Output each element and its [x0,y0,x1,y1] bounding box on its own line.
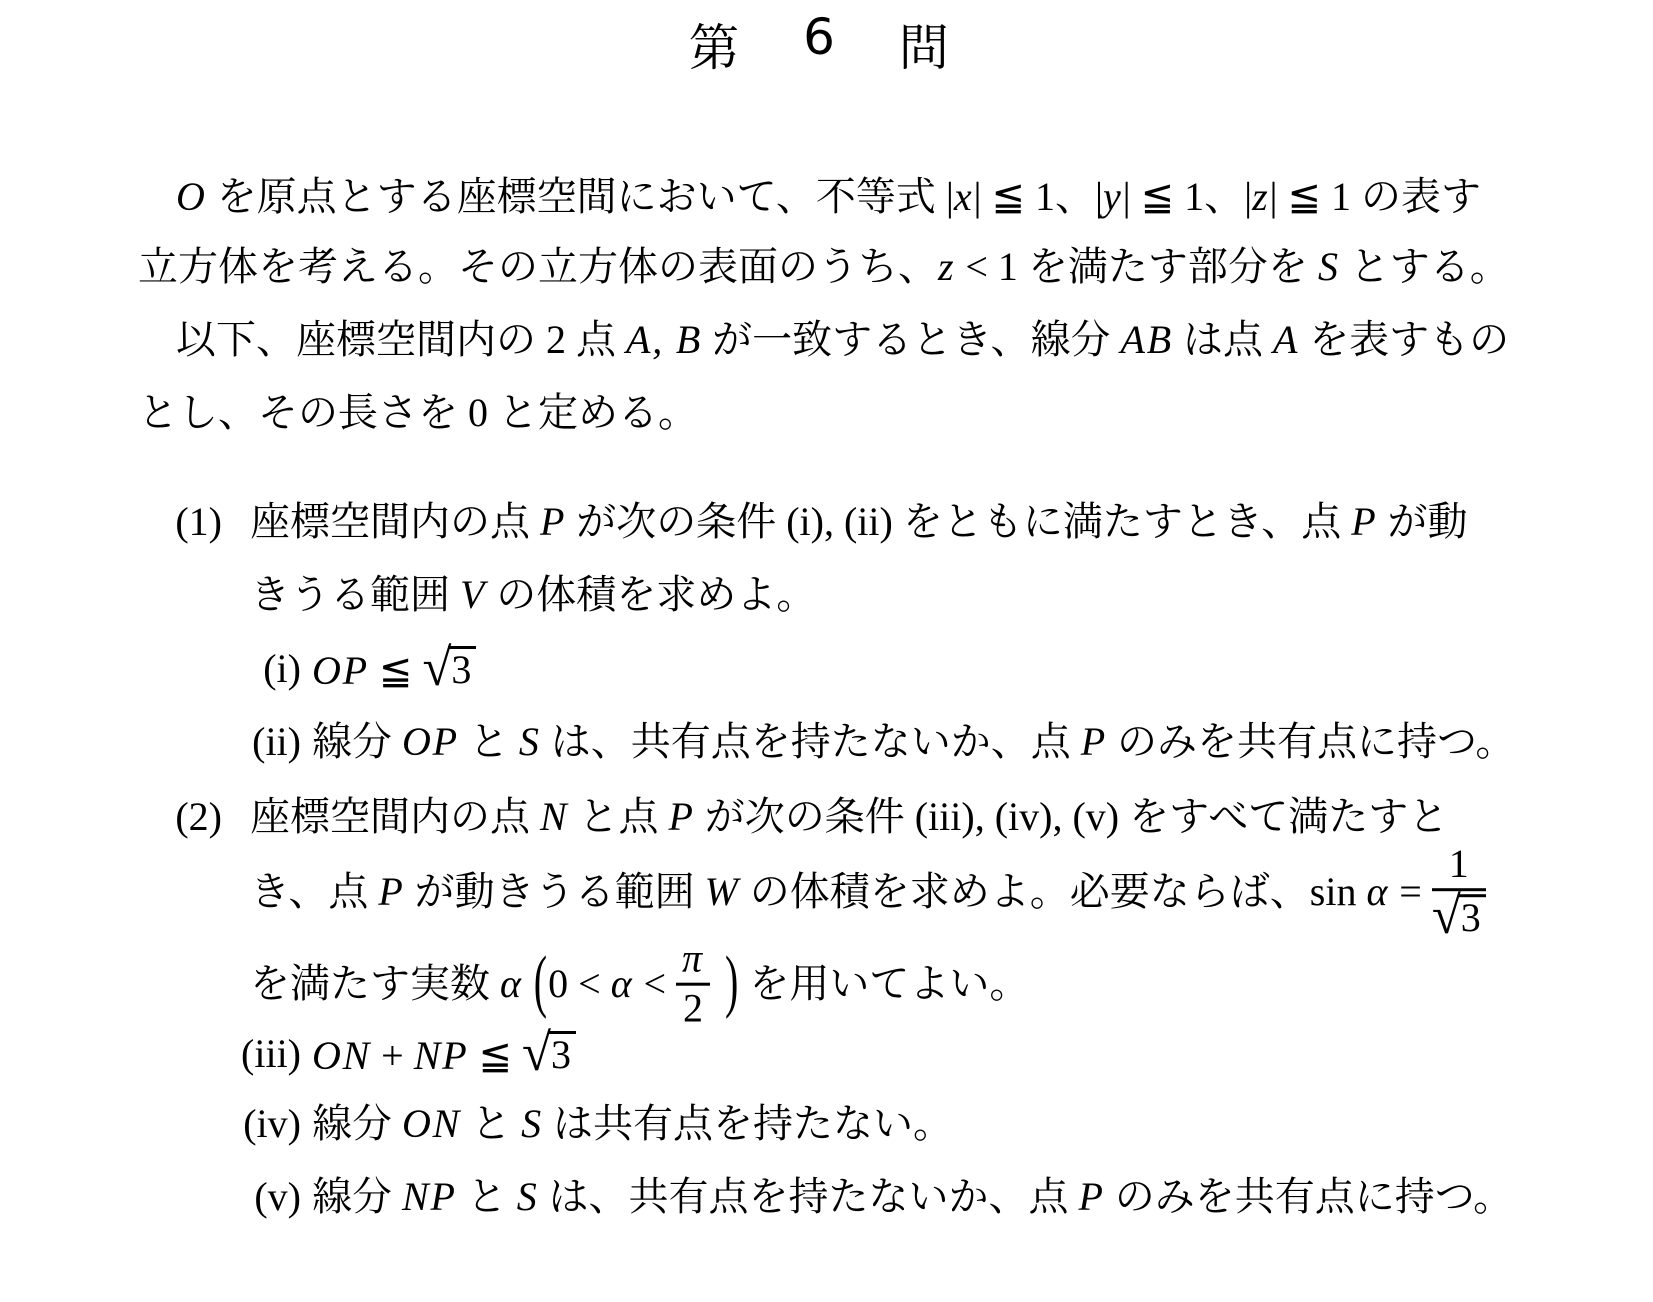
text-run: (i), (ii) [786,499,893,544]
radicand [548,1031,576,1077]
text-run: 点 [566,317,626,362]
item2-line3 [250,935,1030,1031]
fraction-denominator [1431,887,1486,946]
text-run: (iii), (iv), (v) [914,794,1120,839]
radicand [1458,894,1486,940]
text-run: y [1103,174,1123,219]
text-run: を表すもの [1299,317,1510,362]
text-run: ON [402,1101,462,1146]
text-run: 、 [1204,174,1245,219]
text-run: P [668,794,695,839]
fraction [1431,841,1498,946]
condition-v [312,1174,1513,1220]
radicand [448,646,476,692]
fraction-stack [676,935,710,1031]
text-run: 線分 [312,1174,402,1219]
square-root [422,639,476,698]
square-root [521,1024,576,1083]
fraction [676,935,724,1031]
text-run: S [521,1101,543,1146]
text-run: 3 [1460,895,1481,940]
text-run: 、 [1055,174,1095,219]
text-run: NP [402,1174,457,1219]
text-run: 3 [451,647,472,692]
text-run: が次の条件 [694,794,915,839]
problem-title-char: 第 [689,19,740,77]
text-run: きうる範囲 [250,572,460,617]
text-run: 2 [682,985,703,1031]
condition-iii [312,1024,576,1083]
text-run [523,961,533,1006]
text-run: | ≦ 1 [973,174,1055,219]
text-run: | ≦ 1 [1122,174,1205,219]
text-run: を満たす部分を [1027,244,1318,289]
text-run: α [610,961,634,1006]
text-run: z [1252,174,1270,219]
text-run: 0 [468,390,488,435]
text-run: P [1080,719,1107,764]
text-run: 2 [546,317,566,362]
text-run: 線分 [312,719,402,764]
condition-i-label: (i) [263,646,301,691]
fraction-numerator [676,935,710,983]
text-run: と [456,1174,517,1219]
condition-i [312,639,476,698]
text-run: の体積を求めよ。必要ならば、 [739,869,1310,914]
item1-label: (1) [175,499,222,544]
text-run: 0 < [548,961,611,1006]
text-run: P [1078,1174,1105,1219]
text-run: をともに満たすとき、点 [892,499,1352,544]
text-run: のみを共有点に持つ。 [1104,1174,1514,1219]
text-run: α [1366,869,1390,914]
text-run: のみを共有点に持つ。 [1106,719,1516,764]
text-run: ≦ [368,648,423,693]
text-run: W [704,869,740,914]
text-run: | [1095,174,1104,219]
text-run: α [500,961,523,1006]
text-run: を満たす実数 [250,961,500,1006]
text-run: AB [1120,317,1173,362]
condition-ii [312,719,1515,765]
condition-iv [312,1101,953,1147]
text-run: ) [725,940,739,1020]
text-run: と [461,1101,522,1146]
text-run: 1 [1448,841,1469,887]
text-run: V [460,572,487,617]
text-run: と定める。 [488,390,698,435]
paragraph1-line1 [176,174,1481,220]
text-run: は、共有点を持たないか、点 [540,719,1081,764]
text-run: OP [402,719,459,764]
text-run: が次の条件 [566,499,787,544]
text-run: 立方体を考える。その立方体の表面のうち、 [138,244,938,289]
text-run: A [1272,317,1300,362]
text-run: 3 [550,1032,571,1077]
item2-line1 [250,794,1448,840]
text-run: の体積を求めよ。 [486,572,817,617]
paragraph2-line2 [138,390,698,436]
text-run: sin [1309,869,1367,914]
text-run: S [518,719,541,764]
fraction-numerator [1443,841,1475,888]
text-run: P [378,869,405,914]
radical-sign: √ [422,639,452,698]
text-run: | ≦ 1 [1269,174,1352,219]
text-run: き、点 [250,869,379,914]
text-run: ( [533,940,548,1020]
text-run: O [176,174,207,219]
paragraph2-line1 [176,317,1509,363]
text-run: が一致するとき、線分 [702,317,1121,362]
text-run: A, B [626,317,703,362]
text-run: は共有点を持たない。 [542,1101,953,1146]
text-run: 座標空間内の点 [250,794,540,839]
text-run: | [945,174,954,219]
text-run: S [516,1174,539,1219]
condition-iii-label: (iii) [241,1031,301,1076]
text-run: は、共有点を持たないか、点 [538,1174,1079,1219]
text-run: 以下、座標空間内の [176,317,546,362]
radical-sign: √ [521,1024,551,1083]
text-run: OP [312,648,369,693]
item2-label: (2) [175,794,222,839]
text-run: をすべて満たすと [1119,794,1449,839]
text-run: z [938,244,956,289]
text-run: と点 [568,794,669,839]
text-run: を用いてよい。 [739,961,1030,1006]
problem-title [138,8,1500,80]
problem-title-char: 問 [898,19,949,77]
text-run: P [540,499,567,544]
fraction-denominator [683,986,703,1030]
text-run: の表す [1351,174,1482,219]
problem-number: 6 [803,8,835,66]
radical-sign: √ [1431,887,1461,946]
text-run: < 1 [955,244,1028,289]
square-root [1431,887,1486,946]
item2-line2 [250,841,1498,946]
text-run: を原点とする座標空間において、不等式 [206,174,946,219]
text-run: < [633,961,677,1006]
item1-line2 [250,572,816,618]
text-run: π [682,935,704,981]
text-run: ON [312,1033,372,1078]
text-run: とする。 [1339,244,1510,289]
text-run: P [1351,499,1378,544]
text-run: NP [413,1033,469,1078]
text-run: x [953,174,974,219]
text-run: が動きうる範囲 [404,869,705,914]
text-run: と [458,719,519,764]
text-run: は点 [1172,317,1273,362]
text-run: N [540,794,569,839]
text-run: 線分 [312,1101,402,1146]
fraction-stack [1431,841,1486,946]
text-run: ≦ [468,1033,522,1078]
condition-iv-label: (iv) [243,1101,301,1146]
text-run: 座標空間内の点 [250,499,540,544]
condition-v-label: (v) [254,1174,301,1219]
text-run: | [1244,174,1253,219]
text-run: S [1317,244,1340,289]
paragraph1-line2 [138,244,1510,290]
condition-ii-label: (ii) [252,719,301,764]
item1-line1 [250,499,1468,545]
text-run: + [371,1033,414,1078]
text-run: = [1389,869,1432,914]
text-run: が動 [1377,499,1468,544]
text-run: とし、その長さを [138,390,468,435]
